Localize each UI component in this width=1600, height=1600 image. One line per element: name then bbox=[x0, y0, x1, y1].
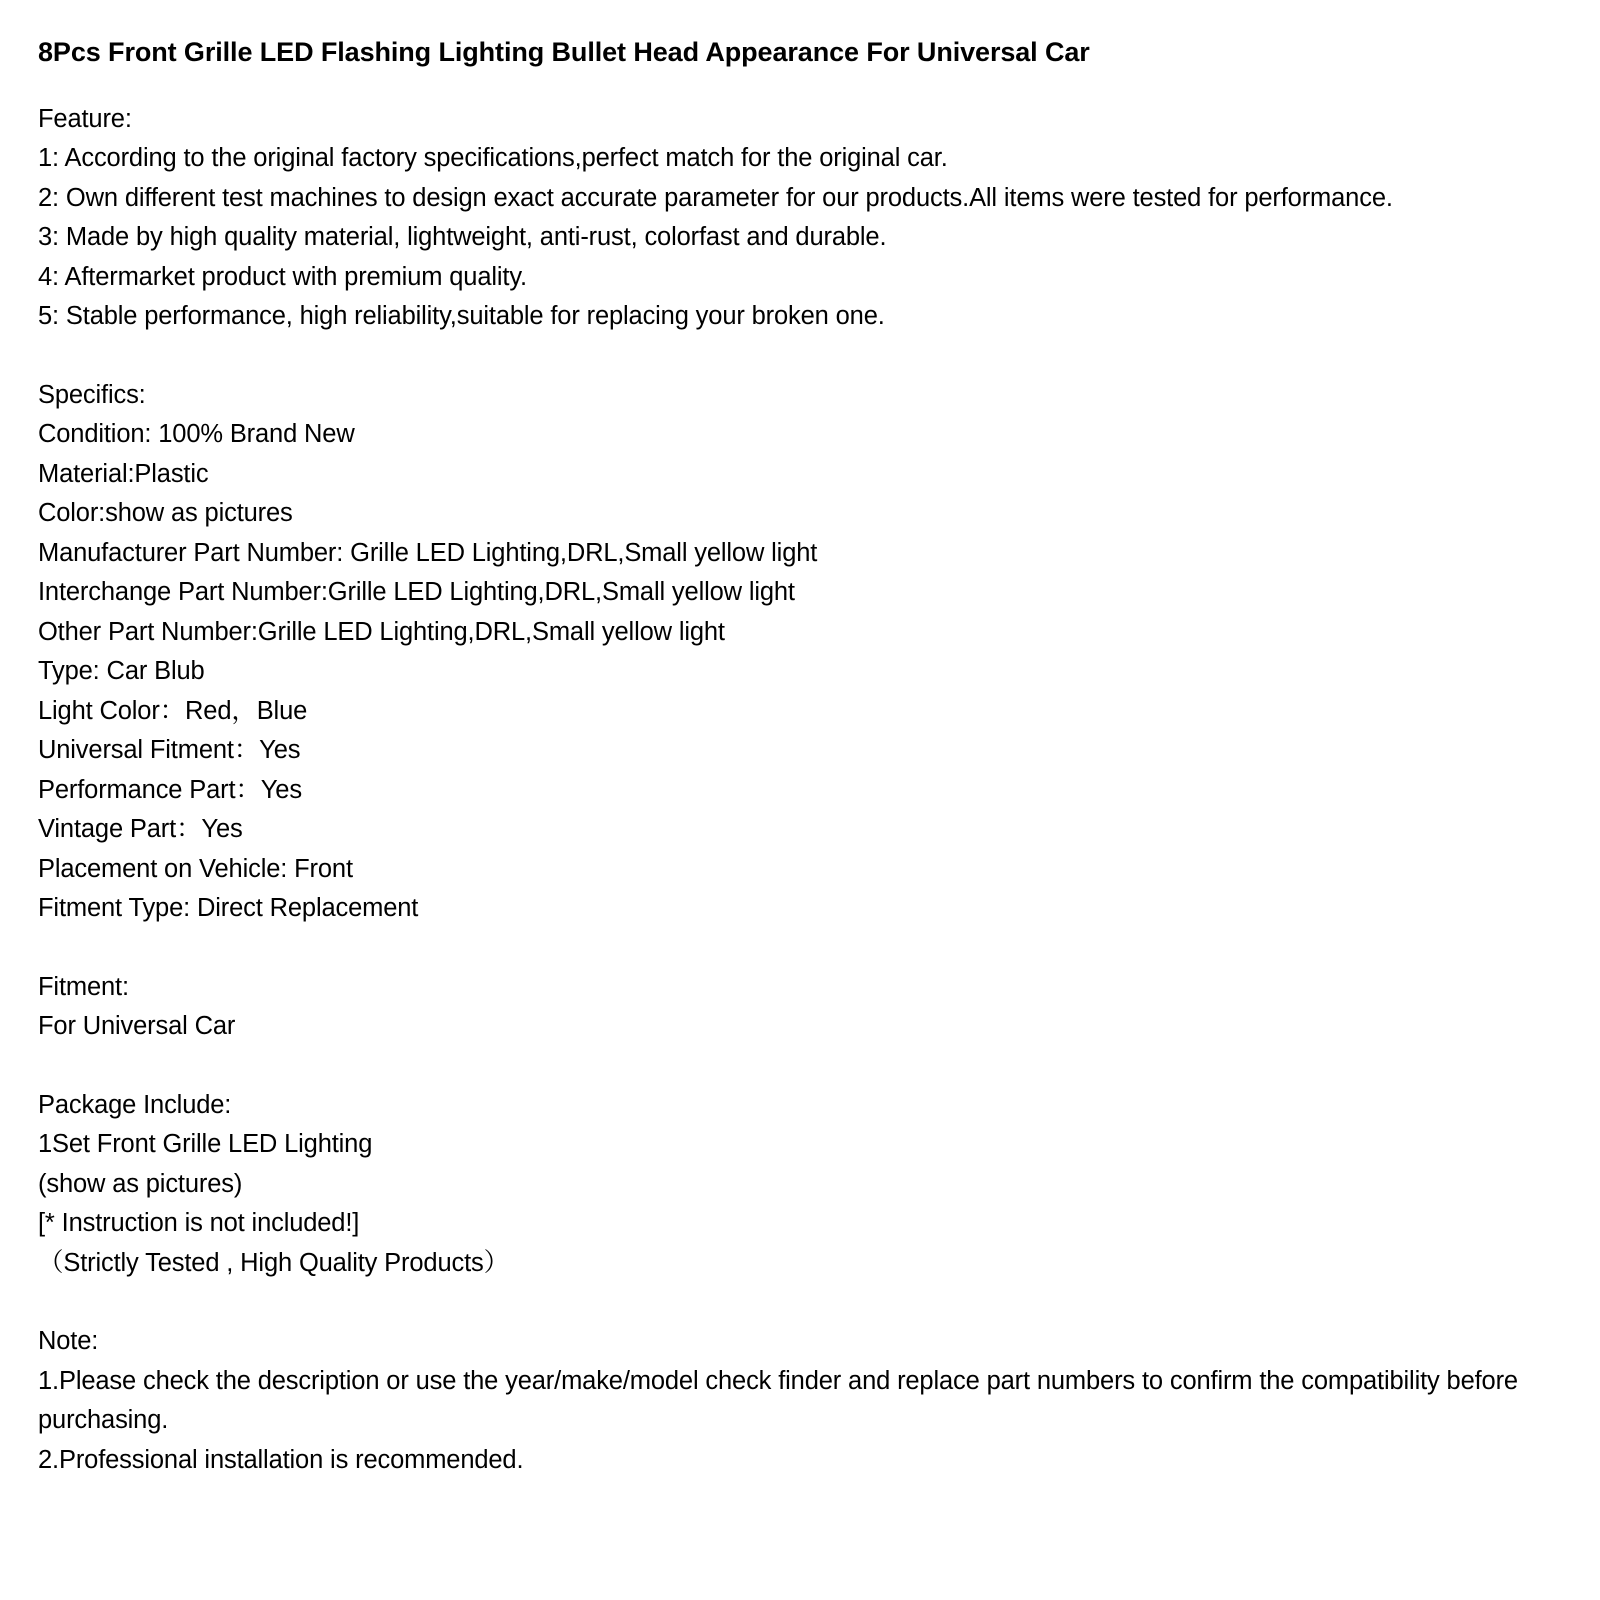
section-spacer bbox=[38, 1047, 1556, 1086]
section-fitment bbox=[38, 968, 1556, 1047]
section-heading: Package Include: bbox=[38, 1090, 232, 1119]
section-spacer bbox=[38, 337, 1556, 376]
spec-row: Placement on Vehicle: Front bbox=[38, 854, 353, 883]
feature-item: 2: Own different test machines to design exact accurate parameter for our products.All items were tested for performance. bbox=[38, 183, 1393, 212]
section-feature bbox=[38, 100, 1556, 337]
spec-row: Manufacturer Part Number: Grille LED Lighting,DRL,Small yellow light bbox=[38, 538, 818, 567]
feature-item: 1: According to the original factory specifications,perfect match for the original car. bbox=[38, 144, 948, 173]
section-spacer bbox=[38, 929, 1556, 968]
fitment-value: For Universal Car bbox=[38, 1012, 236, 1041]
section-heading: Feature: bbox=[38, 104, 132, 133]
spec-row: Type: Car Blub bbox=[38, 657, 205, 686]
spec-row: Performance Part：Yes bbox=[38, 775, 302, 804]
package-item: (show as pictures) bbox=[38, 1169, 243, 1198]
spec-row: Condition: 100% Brand New bbox=[38, 420, 355, 449]
spec-row: Color:show as pictures bbox=[38, 499, 293, 528]
package-item: 1Set Front Grille LED Lighting bbox=[38, 1130, 373, 1159]
section-heading: Specifics: bbox=[38, 380, 146, 409]
section-note bbox=[38, 1322, 1556, 1480]
spec-row: Universal Fitment：Yes bbox=[38, 736, 301, 765]
note-item: 1.Please check the description or use the year/make/model check finder and replace part numbers to confirm the compatibility before purchasing. bbox=[38, 1366, 1525, 1435]
spec-row: Other Part Number:Grille LED Lighting,DRL,Small yellow light bbox=[38, 617, 725, 646]
section-heading: Fitment: bbox=[38, 972, 129, 1001]
spec-row: Light Color：Red，Blue bbox=[38, 696, 308, 725]
page-title: 8Pcs Front Grille LED Flashing Lighting Bullet Head Appearance For Universal Car bbox=[38, 37, 1090, 67]
feature-item: 5: Stable performance, high reliability,suitable for replacing your broken one. bbox=[38, 302, 885, 331]
spec-row: Vintage Part：Yes bbox=[38, 815, 243, 844]
section-heading: Note: bbox=[38, 1327, 99, 1356]
note-item: 2.Professional installation is recommended. bbox=[38, 1445, 524, 1474]
section-spacer bbox=[38, 1283, 1556, 1322]
section-specifics bbox=[38, 376, 1556, 929]
package-item: [* Instruction is not included!] bbox=[38, 1209, 360, 1238]
feature-item: 3: Made by high quality material, lightweight, anti-rust, colorfast and durable. bbox=[38, 223, 887, 252]
spec-row: Interchange Part Number:Grille LED Lighting,DRL,Small yellow light bbox=[38, 578, 795, 607]
package-item: （Strictly Tested , High Quality Products） bbox=[38, 1248, 509, 1277]
feature-item: 4: Aftermarket product with premium quality. bbox=[38, 262, 527, 291]
spec-row: Fitment Type: Direct Replacement bbox=[38, 894, 419, 923]
section-package-include bbox=[38, 1086, 1556, 1284]
spec-row: Material:Plastic bbox=[38, 459, 209, 488]
